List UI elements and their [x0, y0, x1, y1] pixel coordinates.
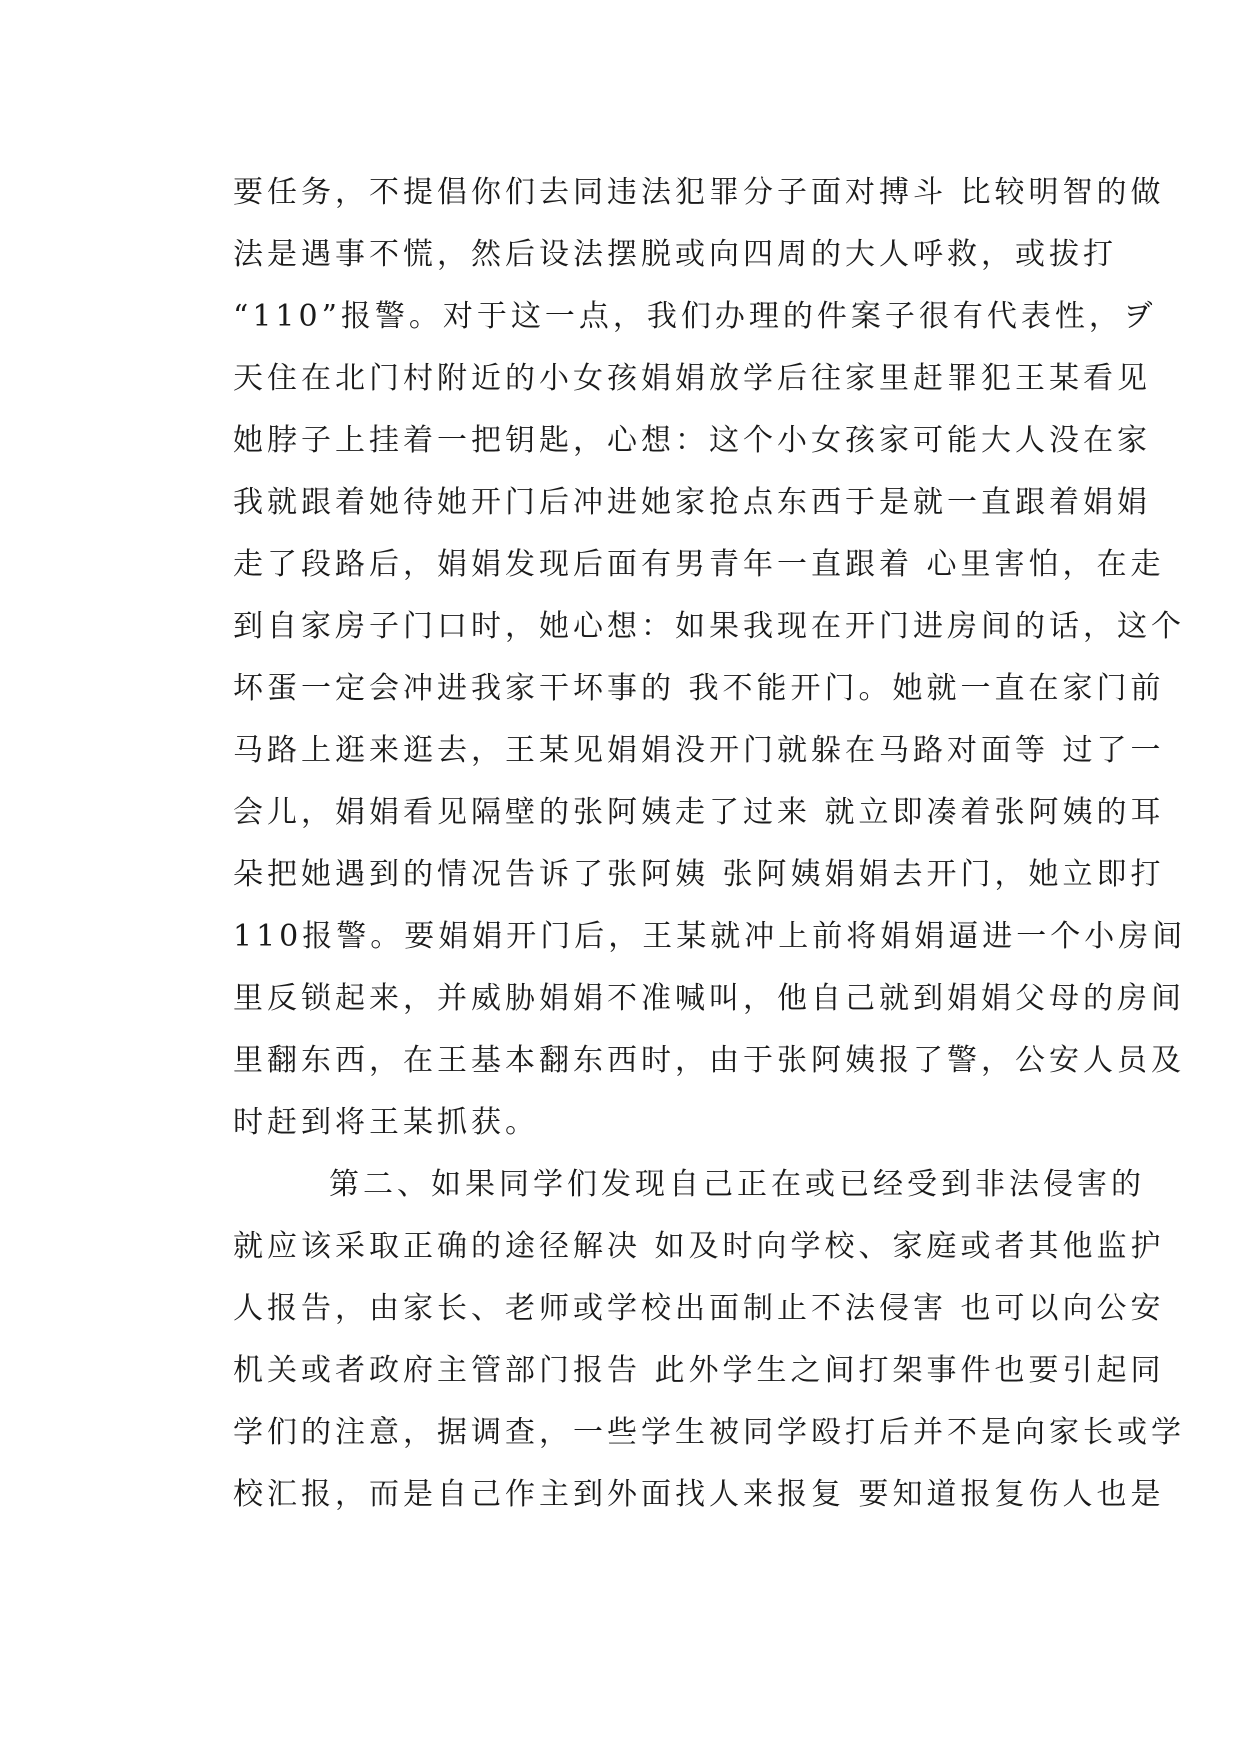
text-line: 坏蛋一定会冲进我家干坏事的 我不能开门。她就一直在家门前 [233, 671, 1165, 706]
text-line: 里翻东西，在王基本翻东西时，由于张阿姨报了警，公安人员及 [233, 1043, 1185, 1078]
text-line: 马路上逛来逛去，王某见娟娟没开门就躲在马路对面等 过了一 [233, 733, 1165, 768]
text-line: 要任务，不提倡你们去同违法犯罪分子面对搏斗 比较明智的做 [233, 175, 1165, 210]
text-line: 法是遇事不慌，然后设法摆脱或向四周的大人呼救，或拔打 [233, 237, 1117, 272]
text-line: “110”报警。对于这一点，我们办理的件案子很有代表性，ヺ [233, 299, 1157, 334]
text-line: 朵把她遇到的情况告诉了张阿姨 张阿姨娟娟去开门，她立即打 [233, 857, 1165, 892]
text-line: 天住在北门村附近的小女孩娟娟放学后往家里赶罪犯王某看见 [233, 361, 1151, 396]
text-line: 到自家房子门口时，她心想：如果我现在开门进房间的话，这个 [233, 609, 1185, 644]
text-line: 机关或者政府主管部门报告 此外学生之间打架事件也要引起同 [233, 1353, 1165, 1388]
text-line: 她脖子上挂着一把钥匙，心想：这个小女孩家可能大人没在家 [233, 423, 1151, 458]
text-line: 学们的注意，据调查，一些学生被同学殴打后并不是向家长或学 [233, 1415, 1185, 1450]
paragraph-start-line: 第二、如果同学们发现自己正在或已经受到非法侵害的 [329, 1167, 1145, 1202]
text-line: 会儿，娟娟看见隔壁的张阿姨走了过来 就立即凑着张阿姨的耳 [233, 795, 1165, 830]
text-line: 时赶到将王某抓获。 [233, 1105, 539, 1140]
body-text [233, 162, 1187, 1526]
text-line: 走了段路后，娟娟发现后面有男青年一直跟着 心里害怕，在走 [233, 547, 1165, 582]
text-line: 人报告，由家长、老师或学校出面制止不法侵害 也可以向公安 [233, 1291, 1165, 1326]
text-line: 110报警。要娟娟开门后，王某就冲上前将娟娟逼进一个小房间 [233, 919, 1187, 954]
text-line: 里反锁起来，并威胁娟娟不准喊叫，他自己就到娟娟父母的房间 [233, 981, 1185, 1016]
text-line: 就应该采取正确的途径解决 如及时向学校、家庭或者其他监护 [233, 1229, 1165, 1264]
text-line: 我就跟着她待她开门后冲进她家抢点东西于是就一直跟着娟娟 [233, 485, 1151, 520]
text-line: 校汇报，而是自己作主到外面找人来报复 要知道报复伤人也是 [233, 1477, 1165, 1512]
